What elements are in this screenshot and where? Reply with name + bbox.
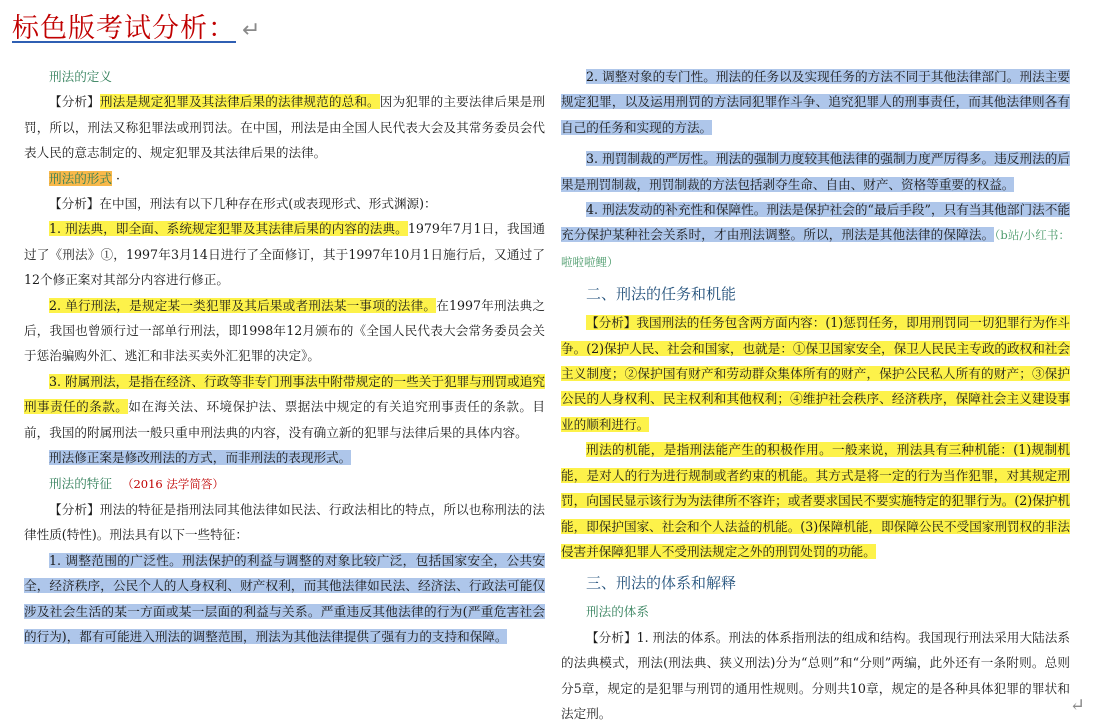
exam-tag: （2016 法学简答） [121,476,224,491]
paragraph-single-law [24,293,545,369]
left-column [24,64,545,649]
social-handle-note: （b站/小红书：啦啦啦鲤） [561,228,1071,269]
paragraph-feature-object [561,64,1070,140]
paragraph-feature-object-text: 2. 调整对象的专门性。刑法的任务以及实现任务的方法不同于其他法律部门。刑法主要规定犯罪，以及运用刑罚的方法同犯罪作斗争、追究犯罪人的刑事责任，而其他法律则各有自己的任务和实现的方法。 [561,69,1070,135]
paragraph-single-law-text: 2. 单行刑法，是规定某一类犯罪及其后果或者刑法某一事项的法律。在1997年刑法典之后，我国也曾颁行过一部单行刑法，即1998年12月颁布的《全国人民代表大会常务委员会关于惩治骗购外汇、逃汇和非法买卖外汇犯罪的决定》。 [24,297,545,364]
paragraph-criminal-code [24,216,545,292]
page-title-text: 标色版考试分析： [12,13,236,44]
paragraph-functions-text: 刑法的机能，是指刑法能产生的积极作用。一般来说，刑法具有三种机能：(1)规制机能，是对人的行为进行规制或者约束的机能。其方式是将一定的行为当作犯罪，对其规定刑罚，向国民显示该行为为法律所不容许；或者要求国民不要实施特定的犯罪行为。(2)保护机能，即保护国家、社会和个人法益的机能。(3)保障机能，即保障公民不受国家刑罚权的非法侵害并保障犯罪人不受刑法规定之外的刑罚处罚的功能。 [561,442,1070,559]
paragraph-feature-scope [24,548,545,650]
paragraph-tasks [561,310,1070,437]
right-column [561,64,1070,726]
section-heading-forms-row: 刑法的形式 · [49,170,120,186]
page-title [12,6,261,45]
paragraph-criminal-code-text: 1. 刑法典，即全面、系统规定犯罪及其法律后果的内容的法典。1979年7月1日，我国通过了《刑法》①，1997年3月14日进行了全面修订，其于1997年10月1日施行后，又通过了12个修正案对其部分内容进行修正。 [24,221,545,288]
section-heading-system: 三、刑法的体系和解释 [586,574,737,593]
section-heading-definition: 刑法的定义 [49,69,112,84]
paragraph-definition-text: 【分析】刑法是规定犯罪及其法律后果的法律规范的总和。因为犯罪的主要法律后果是刑罚，所以，刑法又称犯罪法或刑罚法。在中国，刑法是由全国人民代表大会及其常务委员会代表人民的意志制定的、规定犯罪及其法律后果的法律。 [24,94,546,161]
paragraph-subsidiary-law [24,369,545,445]
paragraph-mark-icon: ↵ [242,18,262,43]
section-heading-features-row [24,471,545,497]
paragraph-subsidiary-law-text: 3. 附属刑法，是指在经济、行政等非专门刑事法中附带规定的一些关于犯罪与刑罚或追究刑事责任的条款。如在海关法、环境保护法、票据法中规定的有关追究刑事责任的条款。目前，我国的附属刑法一般只重申刑法典的内容，没有确立新的犯罪与法律后果的具体内容。 [24,373,546,440]
paragraph-definition [24,89,545,165]
paragraph-forms-intro: 【分析】在中国，刑法有以下几种存在形式(或表现形式、形式渊源)： [49,196,437,212]
highlight: 刑法是规定犯罪及其法律后果的法律规范的总和。 [99,94,380,110]
section-heading-features: 刑法的特征 [49,475,112,491]
paragraph-feature-severity-text: 3. 刑罚制裁的严厉性。刑法的强制力度较其他法律的强制力度严厉得多。违反刑法的后果是刑罚制裁，刑罚制裁的方法包括剥夺生命、自由、财产、资格等重要的权益。 [561,151,1070,192]
paragraph-feature-severity [561,146,1070,197]
section-heading-forms: 刑法的形式 [49,170,112,186]
section-heading-tasks: 二、刑法的任务和机能 [586,285,737,304]
paragraph-functions [561,437,1070,564]
paragraph-feature-scope-text: 1. 调整范围的广泛性。刑法保护的利益与调整的对象比较广泛，包括国家安全，公共安全，经济秩序，公民个人的人身权利、财产权利，而其他法律如民法、经济法、行政法可能仅涉及社会生活的某一方面或某一层面的利益与关系。严重违反其他法律的行为(严重危害社会的行为)，都有可能进入刑法的调整范围，刑法为其他法律提供了强有力的支持和保障。 [24,552,545,644]
paragraph-feature-supplementary [561,197,1070,275]
paragraph-system: 【分析】1. 刑法的体系。刑法的体系指刑法的组成和结构。我国现行刑法采用大陆法系的法典模式，刑法(刑法典、狭义刑法)分为“总则”和“分则”两编，此外还有一条附则。总则分5章，规定的是犯罪与刑罚的通用性规则。分则共10章，规定的是各种具体犯罪的罪状和法定刑。 [561,629,1070,721]
paragraph-amendment [24,445,545,470]
paragraph-features-intro: 【分析】刑法的特征是指刑法同其他法律如民法、行政法相比的特点，所以也称刑法的法律性质(特性)。刑法具有以下一些特征： [24,501,545,543]
paragraph-feature-supplementary-text: 4. 刑法发动的补充性和保障性。刑法是保护社会的“最后手段”，只有当其他部门法不能充分保护某种社会关系时，才由刑法调整。所以，刑法是其他法律的保障法。 [561,202,1070,243]
paragraph-amendment-text: 刑法修正案是修改刑法的方式，而非刑法的表现形式。 [49,450,352,466]
subheading-system: 刑法的体系 [586,604,649,620]
highlight: 3. 附属刑法，是指在经济、行政等非专门刑事法中附带规定的一些关于犯罪与刑罚或追究刑事责任的条款。 [24,373,545,415]
highlight: 1. 刑法典，即全面、系统规定犯罪及其法律后果的内容的法典。 [49,221,408,237]
paragraph-tasks-text: 【分析】我国刑法的任务包含两方面内容：(1)惩罚任务，即用刑罚同一切犯罪行为作斗争。(2)保护人民、社会和国家，也就是：①保卫国家安全，保卫人民民主专政的政权和社会主义制度；②保护国有财产和劳动群众集体所有的财产，保护公民私人所有的财产；③保护公民的人身权利、民主权利和其他权利；④维护社会秩序、经济秩序，保障社会主义建设事业的顺利进行。 [561,315,1070,432]
paragraph-mark-icon-end: ↵ [1069,695,1085,716]
highlight: 2. 单行刑法，是规定某一类犯罪及其后果或者刑法某一事项的法律。 [49,297,437,313]
